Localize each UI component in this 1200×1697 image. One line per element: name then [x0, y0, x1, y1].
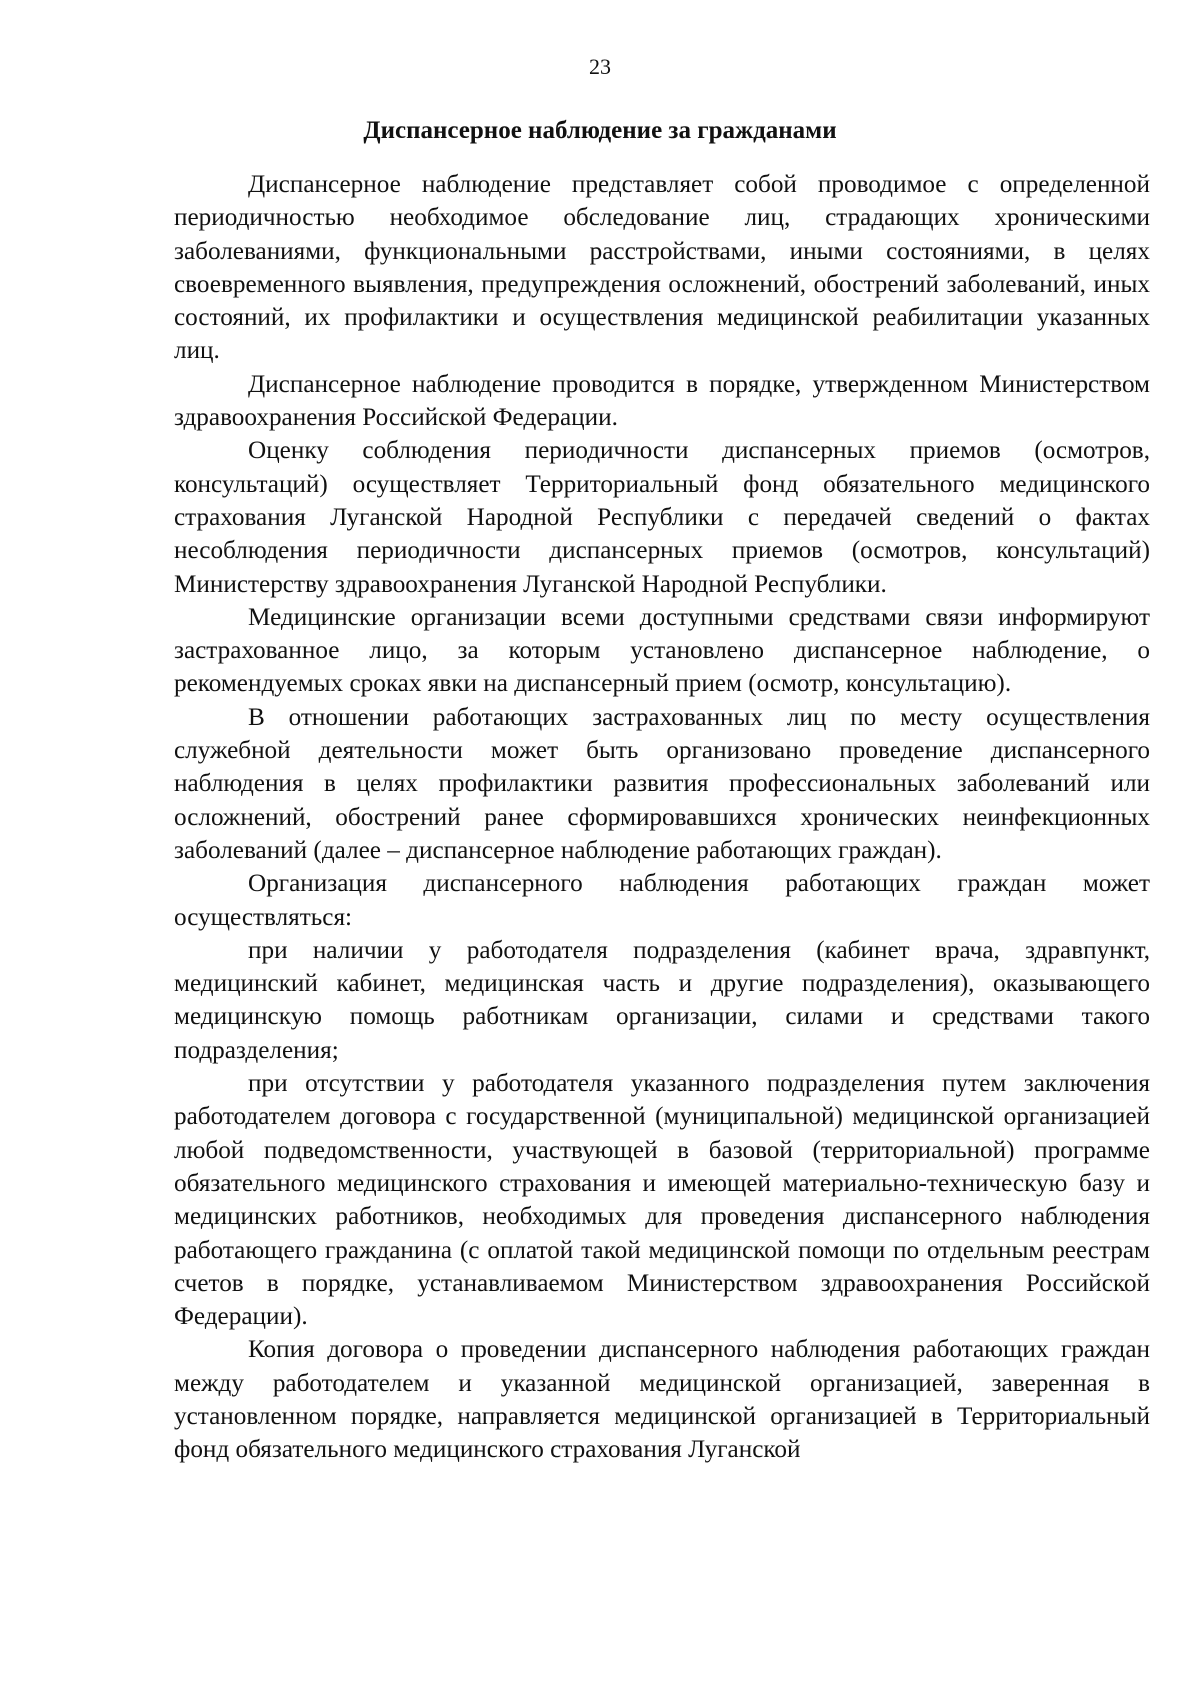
paragraph: Копия договора о проведении диспансерного наблюдения работающих граждан между работодателем и указанной медицинской организацией, заверенная в установленном порядке, направляется медицинской организацией в Территориальный фонд обязательного медицинского страхования Луганской [174, 1336, 1150, 1464]
paragraph: Оценку соблюдения периодичности диспансерных приемов (осмотров, консультаций) осуществляет Территориальный фонд обязательного медицинского страхования Луганской Народной Республики с передачей сведений о фактах несоблюдения периодичности диспансерных приемов (осмотров, консультаций) Министерству здравоохранения Луганской Народной Республики. [174, 437, 1150, 598]
paragraph: Медицинские организации всеми доступными средствами связи информируют застрахованное лицо, за которым установлено диспансерное наблюдение, о рекомендуемых сроках явки на диспансерный прием (осмотр, консультацию). [174, 603, 1150, 698]
paragraph: Диспансерное наблюдение представляет собой проводимое с определенной периодичностью необходимое обследование лиц, страдающих хроническими заболеваниями, функциональными расстройствами, иными состояниями, в целях своевременного выявления, предупреждения осложнений, обострений заболеваний, иных состояний, их профилактики и осуществления медицинской реабилитации указанных лиц. [174, 171, 1150, 365]
paragraph: В отношении работающих застрахованных лиц по месту осуществления служебной деятельности может быть организовано проведение диспансерного наблюдения в целях профилактики развития профессиональных заболеваний или осложнений, обострений ранее сформировавшихся хронических неинфекционных заболеваний (далее – диспансерное наблюдение работающих граждан). [174, 703, 1150, 864]
document-body [174, 168, 1150, 1467]
section-title: Диспансерное наблюдение за гражданами [363, 117, 837, 144]
paragraph: Организация диспансерного наблюдения работающих граждан может осуществляться: [174, 870, 1150, 931]
paragraph: Диспансерное наблюдение проводится в порядке, утвержденном Министерством здравоохранения Российской Федерации. [174, 370, 1150, 432]
paragraph: при отсутствии у работодателя указанного подразделения путем заключения работодателем договора с государственной (муниципальной) медицинской организацией любой подведомственности, участвующей в базовой (территориальной) программе обязательного медицинского страхования и имеющей материально-техническую базу и медицинских работников, необходимых для проведения диспансерного наблюдения работающего гражданина (с оплатой такой медицинской помощи по отдельным реестрам счетов в порядке, устанавливаемом Министерством здравоохранения Российской Федерации). [174, 1070, 1150, 1331]
page-number: 23 [589, 54, 611, 79]
paragraph: при наличии у работодателя подразделения (кабинет врача, здравпункт, медицинский кабинет, медицинская часть и другие подразделения), оказывающего медицинскую помощь работникам организации, силами и средствами такого подразделения; [174, 936, 1150, 1064]
